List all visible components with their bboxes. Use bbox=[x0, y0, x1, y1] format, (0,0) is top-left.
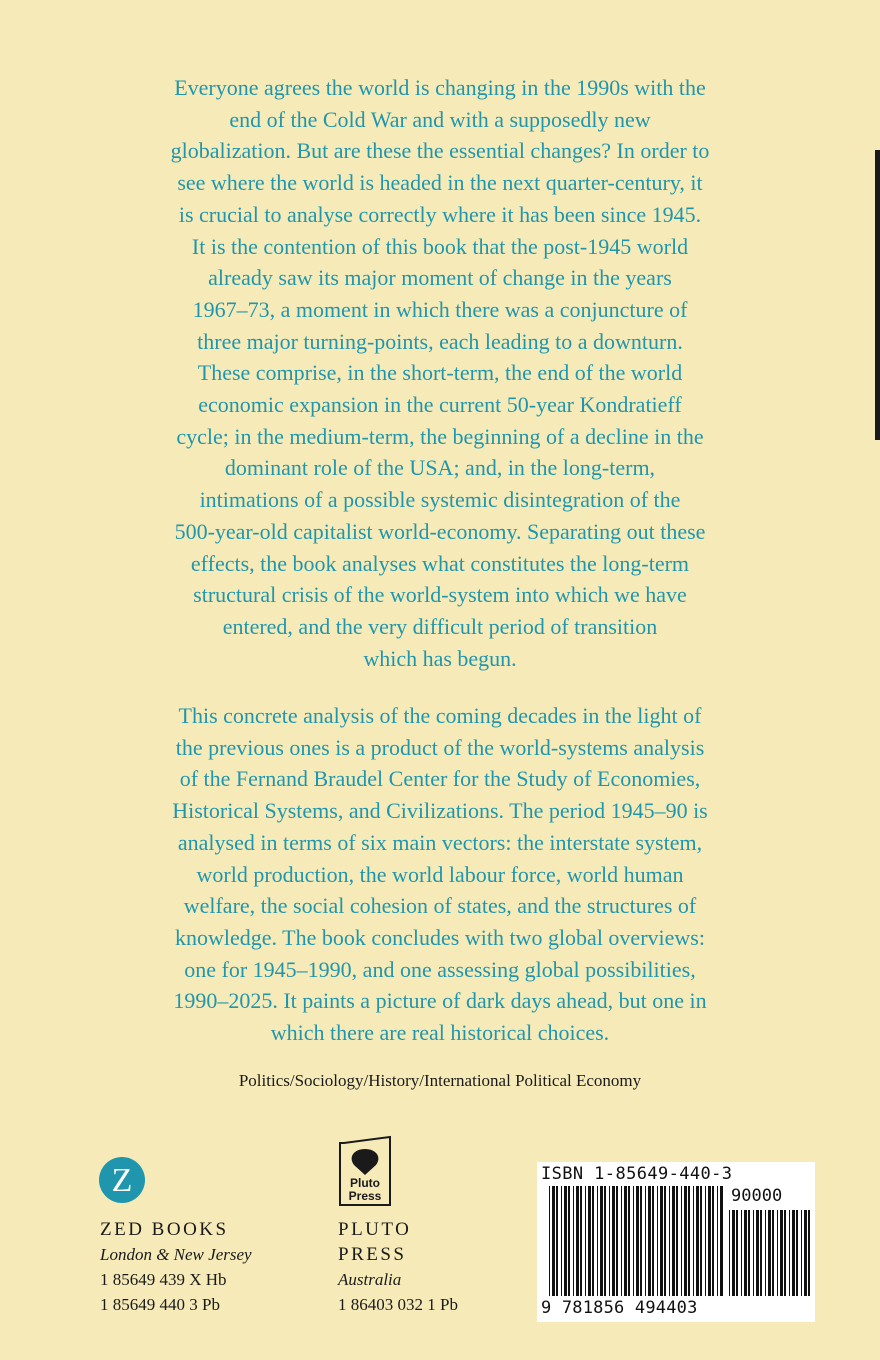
zed-books-location: London & New Jersey bbox=[100, 1245, 252, 1264]
barcode-bar bbox=[669, 1186, 670, 1296]
barcode-bar bbox=[748, 1210, 750, 1296]
barcode-bar bbox=[693, 1186, 694, 1296]
blurb-line: economic expansion in the current 50-year Kondratieff bbox=[198, 392, 682, 418]
blurb-line: one for 1945–1990, and one assessing global possibilities, bbox=[184, 956, 696, 982]
blurb-line: Everyone agrees the world is changing in the 1990s with the bbox=[174, 75, 706, 100]
addon-barcode bbox=[729, 1210, 811, 1296]
barcode-bar bbox=[808, 1210, 810, 1296]
barcode-bar bbox=[792, 1210, 795, 1296]
blurb-line: which there are real historical choices. bbox=[270, 1020, 610, 1046]
barcode-bar bbox=[672, 1186, 675, 1296]
barcode-bar bbox=[604, 1186, 606, 1296]
barcode-bar bbox=[568, 1186, 570, 1296]
zed-isbn-paperback: 1 85649 440 3 Pb bbox=[100, 1295, 220, 1314]
barcode-bar bbox=[768, 1210, 771, 1296]
zed-books-name: ZED BOOKS bbox=[100, 1219, 229, 1240]
pluto-logo-text-2: Press bbox=[348, 1189, 382, 1203]
barcode-bar bbox=[696, 1186, 699, 1296]
blurb-line: see where the world is headed in the next quarter-century, it bbox=[177, 170, 703, 196]
barcode-bar bbox=[780, 1210, 783, 1296]
barcode-bar bbox=[772, 1210, 774, 1296]
barcode-bar bbox=[633, 1186, 634, 1296]
pluto-location: Australia bbox=[338, 1270, 402, 1289]
pluto-name-line-2: PRESS bbox=[338, 1244, 407, 1265]
blurb-line: effects, the book analyses what constitutes the long-term bbox=[190, 550, 690, 576]
barcode-bar bbox=[765, 1210, 766, 1296]
blurb-line: is crucial to analyse correctly where it has been since 1945. bbox=[178, 201, 702, 227]
barcode-bar bbox=[753, 1210, 754, 1296]
zed-books-imprint bbox=[100, 1217, 252, 1317]
barcode-bar bbox=[621, 1186, 622, 1296]
barcode-bar bbox=[588, 1186, 591, 1296]
barcode-bar bbox=[712, 1186, 714, 1296]
pluto-press-imprint bbox=[338, 1217, 458, 1317]
isbn-label: ISBN 1-85649-440-3 bbox=[541, 1164, 733, 1184]
barcode-bar bbox=[717, 1186, 718, 1296]
ean-digits: 9 781856 494403 bbox=[541, 1298, 698, 1318]
barcode-bar bbox=[708, 1186, 711, 1296]
addon-code: 90000 bbox=[731, 1186, 783, 1206]
barcode-bar bbox=[732, 1210, 735, 1296]
blurb-line: 1990–2025. It paints a picture of dark days ahead, but one in bbox=[173, 988, 707, 1014]
blurb-line: analysed in terms of six main vectors: the interstate system, bbox=[177, 829, 703, 855]
pluto-logo-icon bbox=[336, 1135, 394, 1209]
blurb-line: welfare, the social cohesion of states, and the structures of bbox=[183, 893, 697, 919]
barcode-bar bbox=[636, 1186, 639, 1296]
barcode-bar bbox=[645, 1186, 646, 1296]
barcode-bar bbox=[576, 1186, 579, 1296]
barcode-bar bbox=[640, 1186, 642, 1296]
pluto-name-line-1: PLUTO bbox=[338, 1219, 412, 1240]
blurb-line: entered, and the very difficult period of transition bbox=[222, 613, 658, 639]
barcode-bar bbox=[561, 1186, 562, 1296]
barcode-bar bbox=[609, 1186, 610, 1296]
right-edge-shadow bbox=[875, 150, 880, 440]
blurb-line: which has begun. bbox=[363, 645, 517, 671]
barcode-bar bbox=[657, 1186, 658, 1296]
barcode-bar bbox=[789, 1210, 790, 1296]
blurb-line: This concrete analysis of the coming decades in the light of bbox=[178, 703, 702, 728]
blurb-paragraph-2 bbox=[90, 700, 790, 1049]
barcode-bar bbox=[729, 1210, 730, 1296]
barcode-bar bbox=[612, 1186, 615, 1296]
barcode-box bbox=[537, 1162, 815, 1322]
barcode-bar bbox=[741, 1210, 742, 1296]
pluto-press-logo bbox=[336, 1135, 394, 1214]
zed-logo-letter: Z bbox=[111, 1162, 133, 1199]
blurb-paragraph-1 bbox=[90, 72, 790, 674]
barcode-bar bbox=[796, 1210, 798, 1296]
barcode-bar bbox=[784, 1210, 786, 1296]
blurb-line: world production, the world labour force, world human bbox=[196, 861, 684, 887]
blurb-line: 1967–73, a moment in which there was a conjuncture of bbox=[192, 296, 688, 322]
subject-categories: Politics/Sociology/History/International Political Economy bbox=[238, 1071, 642, 1090]
blurb-line: already saw its major moment of change in the years bbox=[208, 265, 672, 291]
blurb-line: three major turning-points, each leading to a downturn. bbox=[197, 328, 683, 354]
barcode-bar bbox=[616, 1186, 618, 1296]
barcode-bar bbox=[688, 1186, 690, 1296]
barcode-bar bbox=[681, 1186, 682, 1296]
barcode-bar bbox=[801, 1210, 802, 1296]
barcode-bar bbox=[804, 1210, 807, 1296]
barcode-bar bbox=[760, 1210, 762, 1296]
barcode-bar bbox=[624, 1186, 627, 1296]
barcode-bar bbox=[744, 1210, 747, 1296]
zed-logo-icon bbox=[99, 1157, 145, 1203]
barcode-bar bbox=[556, 1186, 558, 1296]
pluto-logo-text-1: Pluto bbox=[350, 1176, 380, 1190]
barcode-bar bbox=[600, 1186, 603, 1296]
blurb-line: of the Fernand Braudel Center for the Study of Economies, bbox=[179, 766, 701, 792]
barcode-bar bbox=[549, 1186, 550, 1296]
barcode-bar bbox=[660, 1186, 663, 1296]
blurb-line: cycle; in the medium-term, the beginning of a decline in the bbox=[176, 423, 704, 449]
blurb-line: Historical Systems, and Civilizations. The period 1945–90 is bbox=[172, 798, 708, 824]
blurb-line: knowledge. The book concludes with two global overviews: bbox=[175, 924, 705, 950]
barcode-bar bbox=[597, 1186, 598, 1296]
barcode-bar bbox=[664, 1186, 666, 1296]
barcode-bar bbox=[720, 1186, 723, 1296]
barcode-bar bbox=[552, 1186, 555, 1296]
barcode-bar bbox=[736, 1210, 738, 1296]
barcode-bar bbox=[564, 1186, 567, 1296]
barcode-bar bbox=[777, 1210, 778, 1296]
blurb-line: These comprise, in the short-term, the end of the world bbox=[197, 360, 683, 386]
ean-barcode bbox=[549, 1186, 725, 1296]
barcode-bar bbox=[648, 1186, 651, 1296]
blurb-line: the previous ones is a product of the world-systems analysis bbox=[175, 734, 705, 760]
barcode-bar bbox=[573, 1186, 574, 1296]
blurb-line: It is the contention of this book that the post-1945 world bbox=[191, 233, 689, 259]
zed-isbn-hardback: 1 85649 439 X Hb bbox=[100, 1270, 227, 1289]
blurb-line: structural crisis of the world-system into which we have bbox=[193, 582, 687, 608]
blurb-line: 500-year-old capitalist world-economy. Separating out these bbox=[174, 518, 706, 544]
barcode-bar bbox=[676, 1186, 678, 1296]
blurb-line: end of the Cold War and with a supposedly new bbox=[229, 106, 651, 132]
barcode-bar bbox=[652, 1186, 654, 1296]
barcode-bar bbox=[700, 1186, 702, 1296]
barcode-bar bbox=[628, 1186, 630, 1296]
zed-books-logo bbox=[99, 1157, 145, 1203]
blurb-line: globalization. But are these the essential changes? In order to bbox=[170, 138, 710, 164]
barcode-bar bbox=[684, 1186, 687, 1296]
pluto-isbn-paperback: 1 86403 032 1 Pb bbox=[338, 1295, 458, 1314]
blurb-line: dominant role of the USA; and, in the long-term, bbox=[224, 455, 656, 481]
barcode-bar bbox=[580, 1186, 582, 1296]
barcode-bar bbox=[585, 1186, 586, 1296]
blurb-line: intimations of a possible systemic disintegration of the bbox=[199, 487, 681, 513]
barcode-bar bbox=[756, 1210, 759, 1296]
barcode-bar bbox=[705, 1186, 706, 1296]
barcode-bar bbox=[592, 1186, 594, 1296]
